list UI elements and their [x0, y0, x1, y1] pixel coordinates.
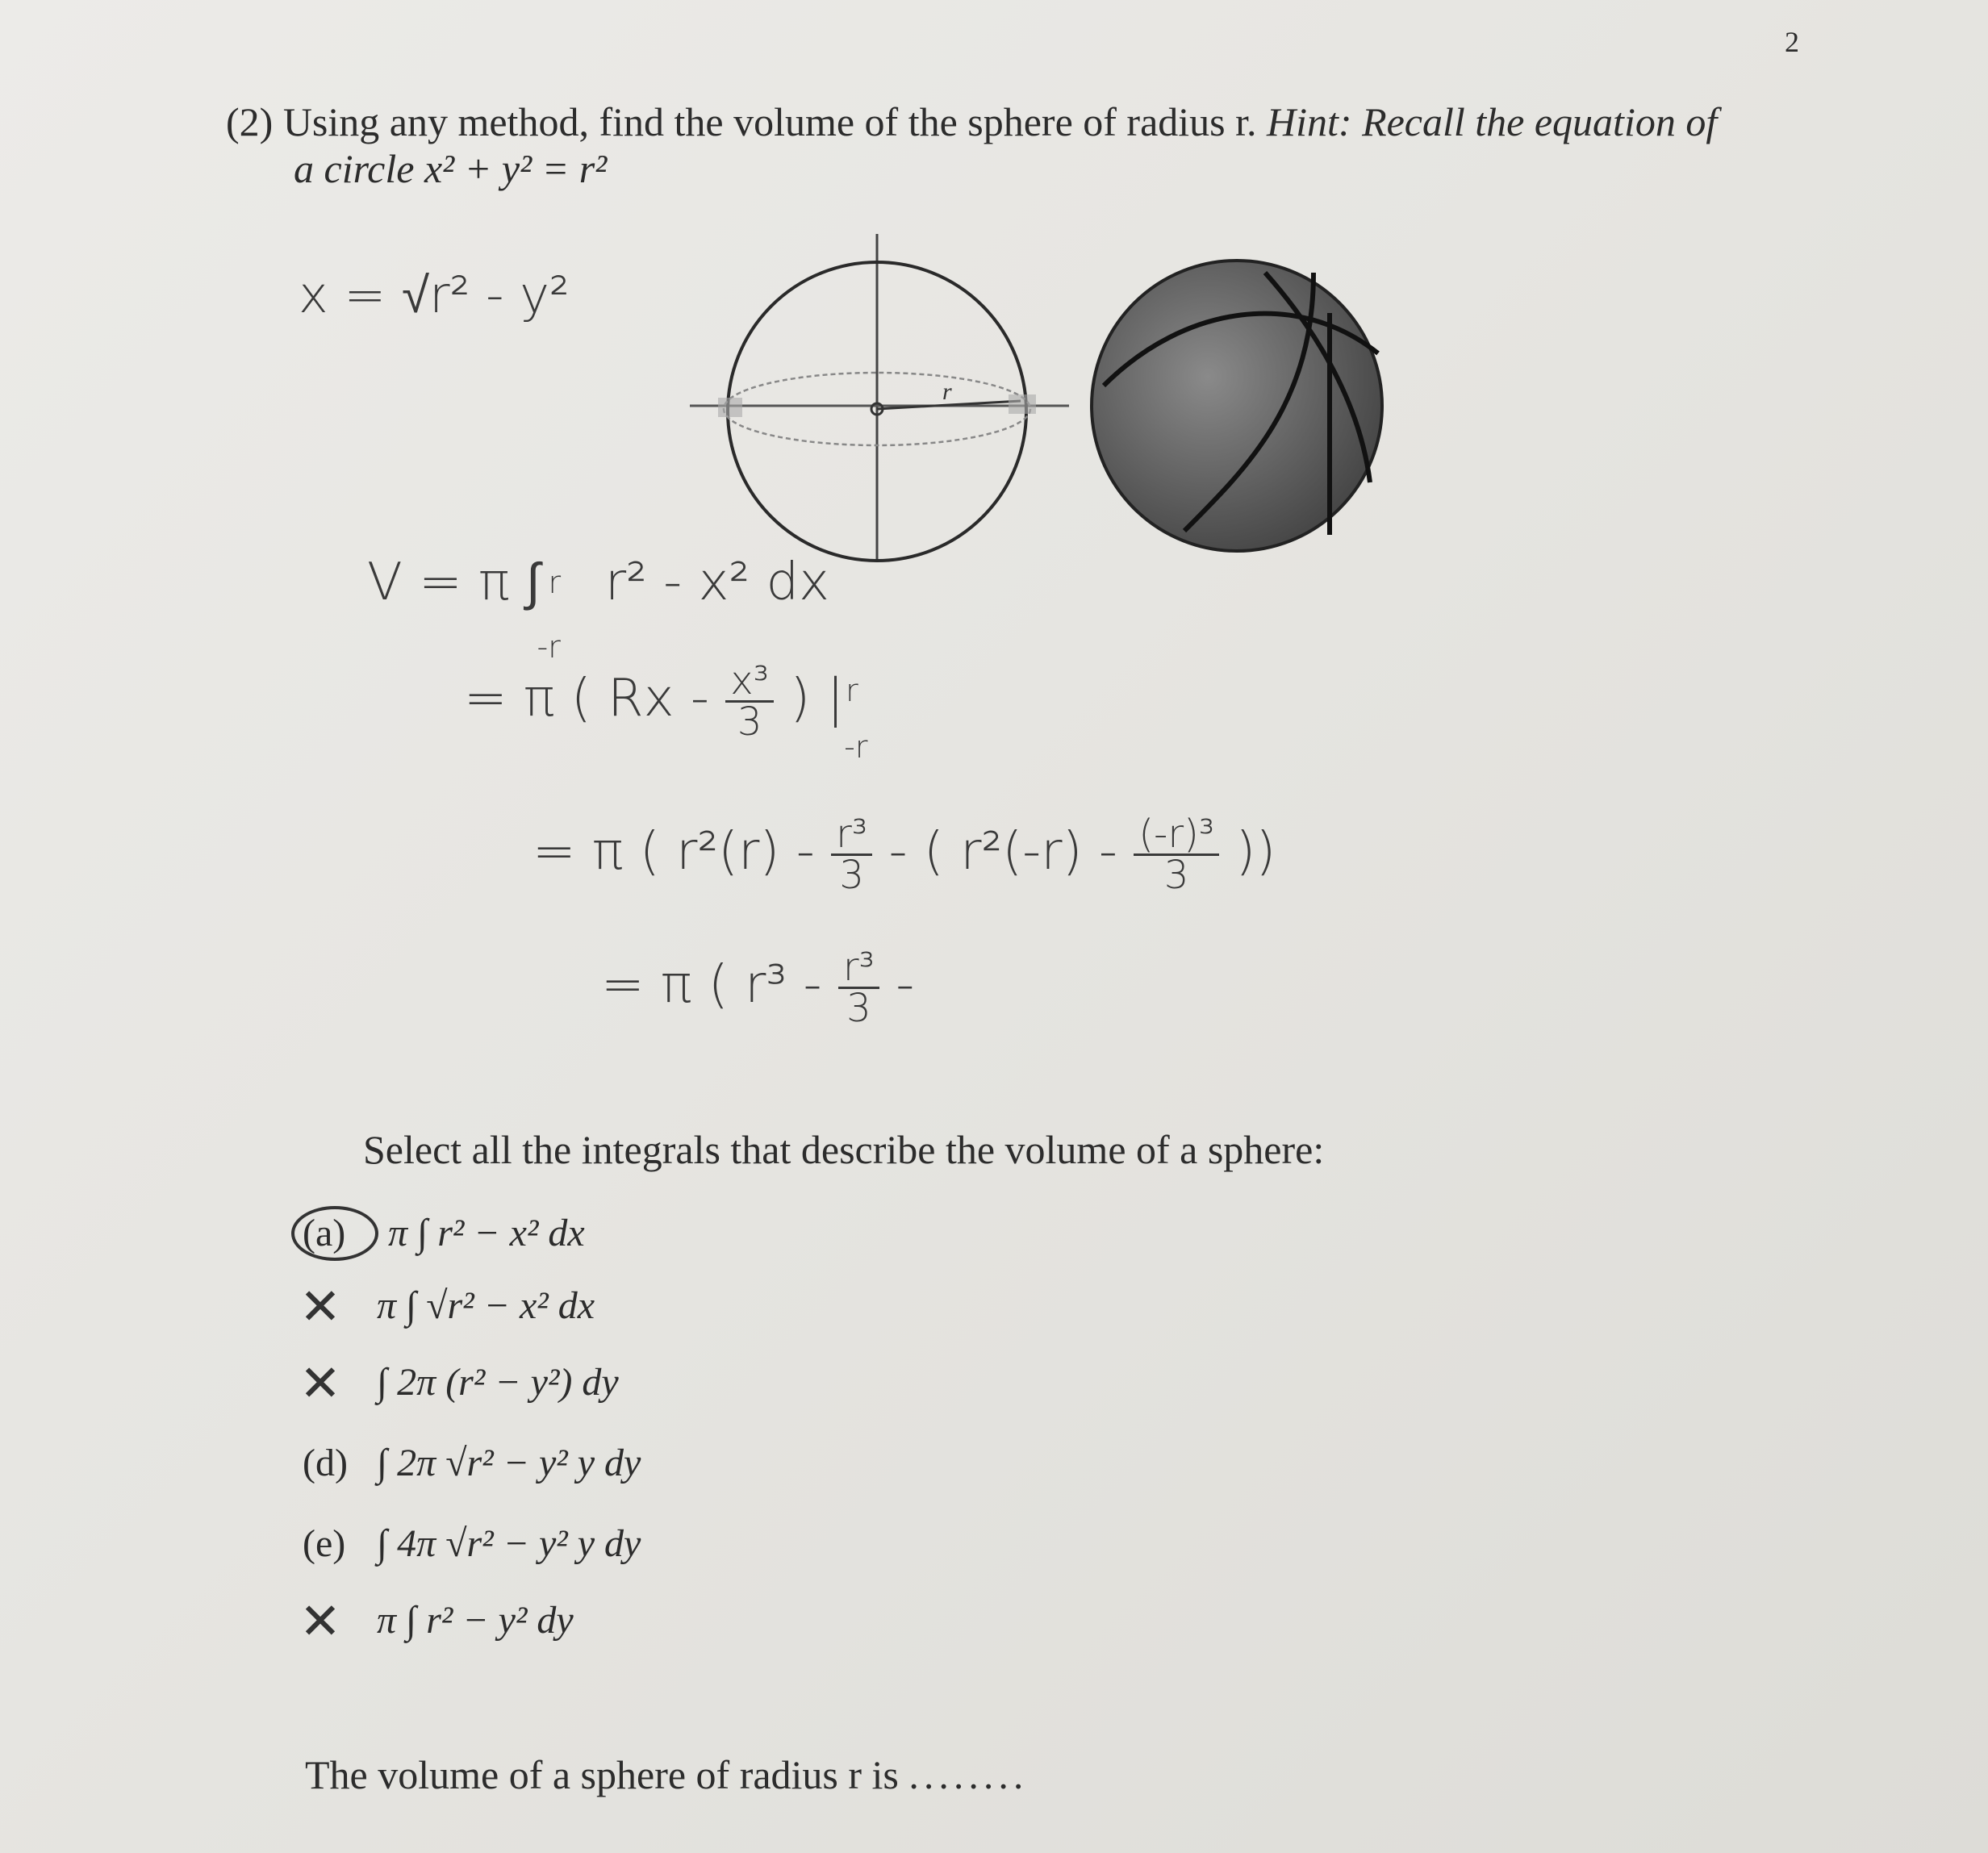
- hw-l3-f1-num: r³: [831, 815, 872, 856]
- handwritten-step-4: [601, 945, 915, 1031]
- choice-b-label: [303, 1287, 367, 1325]
- page-number: 2: [1785, 26, 1799, 58]
- question-text: Select all the integrals that describe the volume of a sphere:: [363, 1127, 1325, 1172]
- problem-statement: [226, 99, 1718, 144]
- choice-c-label: [303, 1363, 367, 1402]
- hw-l2-lower: -r: [844, 729, 868, 765]
- sphere-diagram: [686, 230, 1073, 577]
- hw-l2-fraction: [725, 658, 774, 745]
- choice-a-label: (a): [291, 1206, 378, 1261]
- hw-v-body: r² - x² dx: [604, 553, 829, 612]
- hw-v-prefix: V = π ∫: [367, 553, 541, 612]
- hint-line-2: a circle x² + y² = r²: [294, 146, 608, 191]
- answer-prompt: The volume of a sphere of radius r is: [305, 1752, 899, 1797]
- hw-l4-den: 3: [846, 986, 871, 1031]
- hw-l2-close: ) |: [790, 669, 845, 728]
- hw-l3-close: )): [1235, 822, 1276, 882]
- choice-e-label: (e): [303, 1522, 346, 1565]
- hw-l3-fraction-2: [1134, 812, 1219, 898]
- left-slice-marker: [718, 398, 742, 417]
- choice-a-text: π ∫ r² − x² dx: [388, 1212, 585, 1254]
- handwritten-step-3: [532, 812, 1276, 898]
- handwritten-x-equation: x = √r² - y²: [299, 265, 570, 324]
- choice-a[interactable]: [303, 1206, 585, 1261]
- hw-l3-mid: - ( r²(-r) -: [888, 822, 1117, 882]
- hw-v-upper: r: [548, 565, 562, 600]
- problem-number: (2): [226, 99, 274, 144]
- hint-label: Hint:: [1267, 99, 1352, 144]
- hw-l3-f1-den: 3: [839, 853, 864, 898]
- hw-l2-prefix: = π: [464, 669, 555, 728]
- hw-l4-prefix: = π ( r³ -: [601, 955, 822, 1015]
- problem-prompt: Using any method, find the volume of the sphere of radius r.: [282, 99, 1257, 144]
- answer-line: [305, 1752, 1029, 1797]
- choice-b[interactable]: [303, 1284, 595, 1327]
- basketball-image: [1088, 257, 1386, 555]
- radius-label: r: [942, 378, 952, 405]
- hw-l4-fraction: [838, 945, 879, 1031]
- choice-c-text: ∫ 2π (r² − y²) dy: [377, 1361, 619, 1404]
- hw-l3-fraction-1: [831, 812, 872, 898]
- handwritten-step-2: [464, 658, 884, 765]
- choice-e[interactable]: [303, 1522, 641, 1565]
- choice-e-text: ∫ 4π √r² − y² y dy: [377, 1522, 641, 1565]
- hw-l2-upper: r: [846, 673, 858, 708]
- choice-b-text: π ∫ √r² − x² dx: [377, 1284, 595, 1327]
- hw-v-lower: -r: [537, 629, 561, 665]
- choice-f[interactable]: [303, 1601, 574, 1640]
- hw-l2-num: x³: [725, 661, 774, 703]
- choice-f-text: π ∫ r² − y² dy: [377, 1599, 574, 1642]
- choice-c[interactable]: [303, 1363, 619, 1402]
- hw-l3-f2-den: 3: [1163, 853, 1189, 898]
- choice-f-label: [303, 1601, 367, 1640]
- choice-d[interactable]: [303, 1444, 641, 1483]
- hw-l3-prefix: = π ( r²(r) -: [532, 822, 815, 882]
- hw-l3-f2-num: (-r)³: [1134, 815, 1219, 856]
- handwritten-volume-integral: [367, 553, 829, 665]
- hint-text: Recall the equation of: [1362, 99, 1718, 144]
- hw-l4-tail: -: [896, 955, 915, 1015]
- choice-d-label: (d): [303, 1442, 348, 1484]
- right-slice-marker: [1009, 394, 1036, 414]
- choice-d-text: ∫ 2π √r² − y² y dy: [377, 1442, 641, 1484]
- hw-l4-num: r³: [838, 948, 879, 989]
- hw-l2-den: 3: [737, 699, 762, 745]
- hw-l2-open: ( Rx -: [570, 669, 709, 728]
- answer-blank[interactable]: ........: [908, 1752, 1029, 1797]
